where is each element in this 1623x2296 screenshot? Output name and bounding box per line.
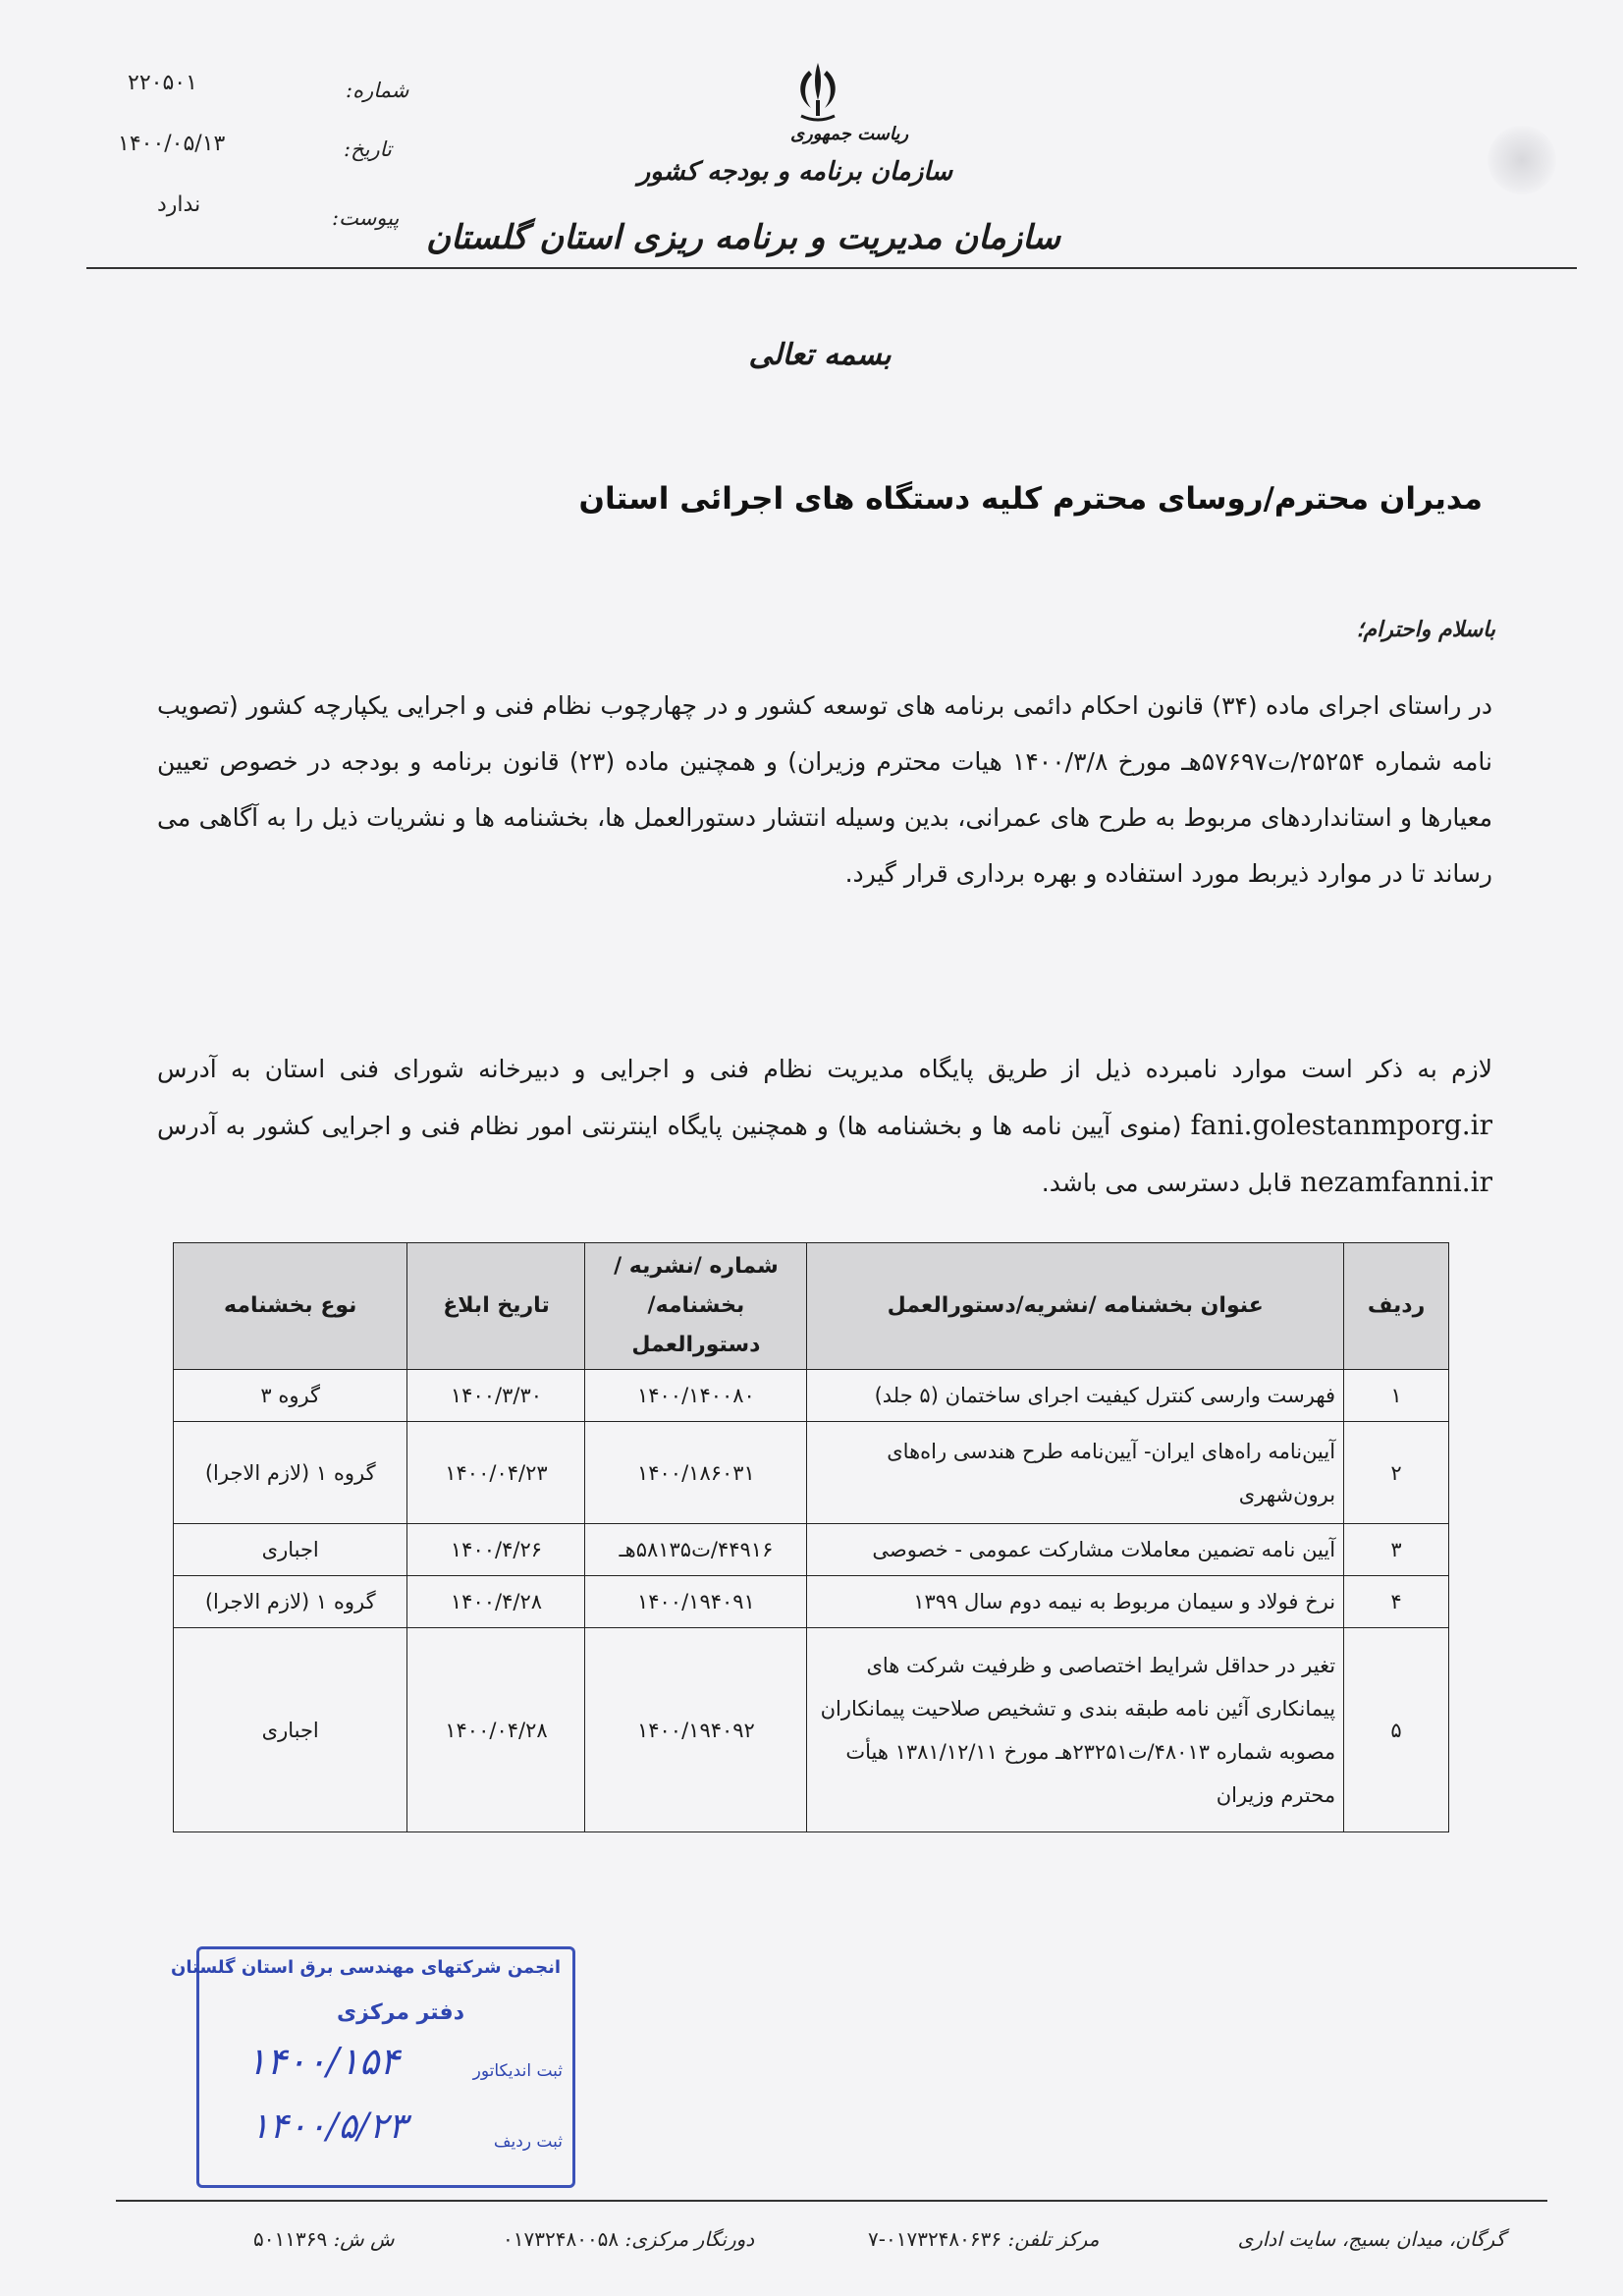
paper-smudge xyxy=(1488,126,1556,194)
cell-date: ۱۴۰۰/۳/۳۰ xyxy=(407,1370,585,1422)
stamp-office: دفتر مرکزی xyxy=(337,2000,464,2025)
letter-attachment-value: ندارد xyxy=(157,192,201,217)
nezamfanni-portal-link[interactable]: nezamfanni.ir xyxy=(1300,1166,1492,1198)
header-row-number: ردیف xyxy=(1344,1243,1449,1370)
cell-number: ۱۴۰۰/۱۹۴۰۹۱ xyxy=(585,1576,807,1628)
cell-title: فهرست وارسی کنترل کیفیت اجرای ساختمان (۵ جلد) xyxy=(807,1370,1344,1422)
cell-number: ۱۴۰۰/۱۴۰۰۸۰ xyxy=(585,1370,807,1422)
cell-date: ۱۴۰۰/۰۴/۲۸ xyxy=(407,1628,585,1832)
footer-phone-value: ۰۱۷۳۲۴۸۰۶۳۶-۷ xyxy=(868,2227,1002,2251)
footer-phone-label: مرکز تلفن: xyxy=(1007,2227,1100,2251)
cell-date: ۱۴۰۰/۴/۲۶ xyxy=(407,1524,585,1576)
footer-phone xyxy=(868,2227,1099,2251)
header-date: تاریخ ابلاغ xyxy=(407,1243,585,1370)
body-paragraph-2-part-b: (منوی آیین نامه ها و بخشنامه ها) و همچنین پایگاه اینترنتی امور نظام فنی و اجرایی کشور به آدرس xyxy=(157,1112,1182,1140)
table-row xyxy=(174,1370,1449,1422)
cell-number: ۱۴۰۰/۱۸۶۰۳۱ xyxy=(585,1422,807,1524)
footer-address xyxy=(1238,2227,1505,2251)
cell-type: اجباری xyxy=(174,1628,407,1832)
footer-id xyxy=(253,2227,395,2251)
cell-number: ۴۴۹۱۶/ت۵۸۱۳۵هـ xyxy=(585,1524,807,1576)
cell-date: ۱۴۰۰/۴/۲۸ xyxy=(407,1576,585,1628)
body-paragraph-2-part-a: لازم به ذکر است موارد نامبرده ذیل از طریق پایگاه مدیریت نظام فنی و اجرایی و دبیرخانه شورای فنی استان به آدرس xyxy=(157,1055,1492,1083)
header-divider xyxy=(86,267,1577,269)
invocation-text: بسمه تعالی xyxy=(748,338,892,372)
cell-type: گروه ۱ (لازم الاجرا) xyxy=(174,1422,407,1524)
presidency-label: ریاست جمهوری xyxy=(789,124,909,144)
cell-date: ۱۴۰۰/۰۴/۲۳ xyxy=(407,1422,585,1524)
footer-divider xyxy=(116,2200,1547,2202)
footer-fax xyxy=(503,2227,754,2251)
body-paragraph-1 xyxy=(157,678,1492,902)
stamp-row-date: ۱۴۰۰/۵/۲۳ xyxy=(250,2106,407,2147)
footer-id-label: ش ش: xyxy=(333,2227,395,2251)
cell-row-number: ۱ xyxy=(1344,1370,1449,1422)
table-row xyxy=(174,1524,1449,1576)
table-header-row xyxy=(174,1243,1449,1370)
circulars-table xyxy=(173,1242,1449,1832)
footer-fax-label: دورنگار مرکزی: xyxy=(624,2227,755,2251)
cell-title: تغیر در حداقل شرایط اختصاصی و ظرفیت شرکت های پیمانکاری آئین نامه طبقه بندی و تشخیص صلاحیت پیمانکاران مصوبه شماره ۴۸۰۱۳/ت۲۳۲۵۱هـ مورخ ۱۳۸۱/۱۲/۱۱ هیأت محترم وزیران xyxy=(807,1628,1344,1832)
header-title: عنوان بخشنامه /نشریه/دستورالعمل xyxy=(807,1243,1344,1370)
stamp-indicator-number: ۱۴۰۰/۱۵۴ xyxy=(246,2040,400,2083)
footer-fax-value: ۰۱۷۳۲۴۸۰۰۵۸ xyxy=(503,2227,620,2251)
cell-title: آیین‌نامه راه‌های ایران- آیین‌نامه طرح هندسی راه‌های برون‌شهری xyxy=(807,1422,1344,1524)
addressee-title: مدیران محترم/روسای محترم کلیه دستگاه های اجرائی استان xyxy=(578,481,1483,517)
iran-emblem-icon xyxy=(784,57,852,126)
body-paragraph-1-text: در راستای اجرای ماده (۳۴) قانون احکام دائمی برنامه های توسعه کشور و در چهارچوب نظام فنی و اجرایی یکپارچه کشور (تصویب نامه شماره ۲۵۲۵۴/ت۵۷۶۹۷هـ مورخ ۱۴۰۰/۳/۸ هیات محترم وزیران) و همچنین ماده (۲۳) قانون برنامه و بودجه در خصوص تعیین معیارها و استانداردهای مربوط به طرح های عمرانی، بدین وسیله انتشار دستورالعمل ها، بخشنامه ها و نشریات ذیل را به آگاهی می رساند تا در موارد ذیربط مورد استفاده و بهره برداری قرار گیرد. xyxy=(157,691,1493,888)
golestan-portal-link[interactable]: fani.golestanmporg.ir xyxy=(1190,1109,1493,1141)
registration-stamp xyxy=(170,1946,575,2188)
cell-row-number: ۳ xyxy=(1344,1524,1449,1576)
body-paragraph-2-part-c: قابل دسترسی می باشد. xyxy=(1041,1169,1293,1197)
stamp-indicator-label: ثبت اندیکاتور xyxy=(472,2061,563,2081)
letter-number-value: ۲۲۰۵۰۱ xyxy=(128,71,197,95)
stamp-org-name: انجمن شرکتهای مهندسی برق استان گلستان xyxy=(170,1957,561,1978)
cell-type: اجباری xyxy=(174,1524,407,1576)
body-paragraph-2 xyxy=(157,1041,1492,1211)
letter-date-label: تاریخ: xyxy=(344,137,392,161)
footer-id-value: ۵۰۱۱۳۶۹ xyxy=(253,2227,328,2251)
letter-number-label: شماره: xyxy=(346,79,409,102)
cell-title: نرخ فولاد و سیمان مربوط به نیمه دوم سال ۱۳۹۹ xyxy=(807,1576,1344,1628)
letter-date-value: ۱۴۰۰/۰۵/۱۳ xyxy=(118,132,226,156)
cell-type: گروه ۳ xyxy=(174,1370,407,1422)
footer-address-text: گرگان، میدان بسیج، سایت اداری xyxy=(1237,2227,1505,2251)
provincial-org-name: سازمان مدیریت و برنامه ریزی استان گلستان xyxy=(426,218,1060,257)
cell-row-number: ۲ xyxy=(1344,1422,1449,1524)
header-type: نوع بخشنامه xyxy=(174,1243,407,1370)
cell-type: گروه ۱ (لازم الاجرا) xyxy=(174,1576,407,1628)
table-row xyxy=(174,1422,1449,1524)
header-number: شماره /نشریه /بخشنامه/ دستورالعمل xyxy=(585,1243,807,1370)
letter-attachment-label: پیوست: xyxy=(332,206,400,230)
national-org-name: سازمان برنامه و بودجه کشور xyxy=(637,157,952,187)
cell-number: ۱۴۰۰/۱۹۴۰۹۲ xyxy=(585,1628,807,1832)
table-row xyxy=(174,1576,1449,1628)
cell-row-number: ۵ xyxy=(1344,1628,1449,1832)
cell-title: آیین نامه تضمین معاملات مشارکت عمومی - خصوصی xyxy=(807,1524,1344,1576)
salutation-text: باسلام واحترام؛ xyxy=(1356,617,1495,642)
table-row xyxy=(174,1628,1449,1832)
cell-row-number: ۴ xyxy=(1344,1576,1449,1628)
stamp-row-label: ثبت ردیف xyxy=(493,2132,563,2152)
